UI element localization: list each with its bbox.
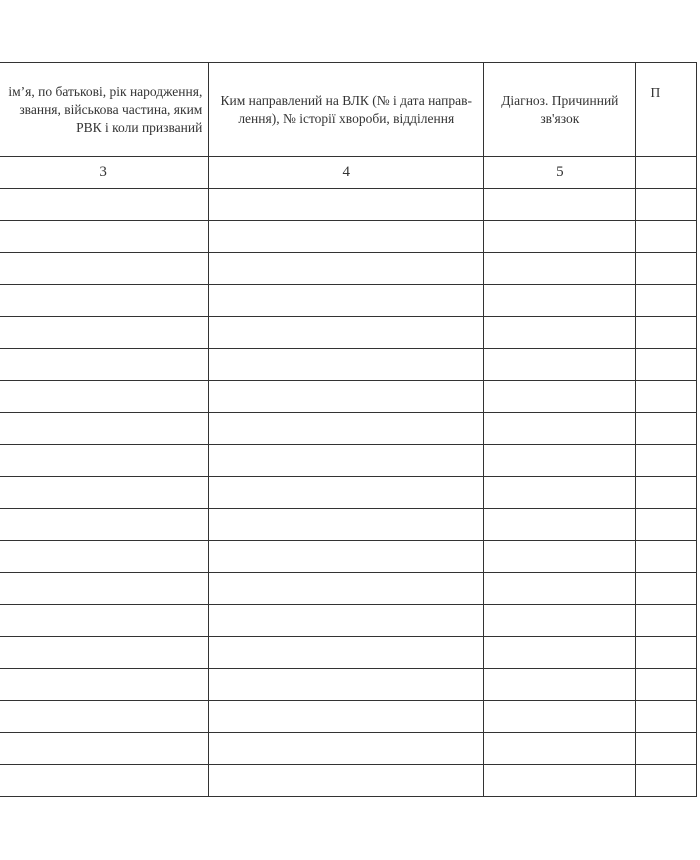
column-number-5: 5 xyxy=(484,157,636,189)
table-cell[interactable] xyxy=(209,637,484,669)
table-cell[interactable] xyxy=(0,637,209,669)
table-cell[interactable] xyxy=(636,413,697,445)
table-cell[interactable] xyxy=(636,637,697,669)
table-cell[interactable] xyxy=(0,189,209,221)
table-cell[interactable] xyxy=(0,221,209,253)
table-row xyxy=(0,317,697,349)
table-cell[interactable] xyxy=(636,733,697,765)
table-row xyxy=(0,637,697,669)
table-cell[interactable] xyxy=(484,445,636,477)
column-header-3-line-1: ім’я, по батькові, рік народження, xyxy=(8,83,203,99)
table-cell[interactable] xyxy=(0,541,209,573)
table-cell[interactable] xyxy=(484,701,636,733)
column-header-3 xyxy=(0,63,209,157)
table-cell[interactable] xyxy=(209,733,484,765)
table-cell[interactable] xyxy=(0,381,209,413)
table-row xyxy=(0,285,697,317)
table-row xyxy=(0,189,697,221)
table-cell[interactable] xyxy=(0,317,209,349)
table-cell[interactable] xyxy=(209,669,484,701)
table-cell[interactable] xyxy=(0,477,209,509)
column-header-4-line-2: лення), № історії хвороби, відділення xyxy=(238,110,455,126)
table-cell[interactable] xyxy=(209,317,484,349)
table-cell[interactable] xyxy=(636,605,697,637)
column-header-5-line-1: Діагноз. Причинний xyxy=(501,92,619,108)
table-cell[interactable] xyxy=(209,701,484,733)
table-cell[interactable] xyxy=(636,349,697,381)
table-cell[interactable] xyxy=(636,765,697,797)
column-number-4: 4 xyxy=(209,157,484,189)
table-cell[interactable] xyxy=(636,221,697,253)
table-cell[interactable] xyxy=(209,605,484,637)
column-number-row xyxy=(0,157,697,189)
table-cell[interactable] xyxy=(636,701,697,733)
table-cell[interactable] xyxy=(484,285,636,317)
table-cell[interactable] xyxy=(484,573,636,605)
table-cell[interactable] xyxy=(484,541,636,573)
table-cell[interactable] xyxy=(636,669,697,701)
column-header-6-line-1: П xyxy=(650,85,661,100)
column-number-6 xyxy=(636,157,697,189)
table-row xyxy=(0,253,697,285)
table-cell[interactable] xyxy=(0,701,209,733)
table-cell[interactable] xyxy=(484,605,636,637)
column-header-6 xyxy=(636,63,697,157)
table-cell[interactable] xyxy=(0,605,209,637)
table-row xyxy=(0,381,697,413)
column-number-3: 3 xyxy=(0,157,209,189)
table-cell[interactable] xyxy=(636,317,697,349)
table-row xyxy=(0,701,697,733)
column-header-3-line-3: РВК і коли призваний xyxy=(76,119,203,135)
register-table xyxy=(0,62,697,797)
table-cell[interactable] xyxy=(484,509,636,541)
table-cell[interactable] xyxy=(0,349,209,381)
table-cell[interactable] xyxy=(0,733,209,765)
table-cell[interactable] xyxy=(636,541,697,573)
table-cell[interactable] xyxy=(209,573,484,605)
table-cell[interactable] xyxy=(209,285,484,317)
table-cell[interactable] xyxy=(484,413,636,445)
table-cell[interactable] xyxy=(209,509,484,541)
table-row xyxy=(0,445,697,477)
table-row xyxy=(0,413,697,445)
table-cell[interactable] xyxy=(484,189,636,221)
column-header-4 xyxy=(209,63,484,157)
table-cell[interactable] xyxy=(0,669,209,701)
table-row xyxy=(0,765,697,797)
table-cell[interactable] xyxy=(636,477,697,509)
table-row xyxy=(0,509,697,541)
table-cell[interactable] xyxy=(484,317,636,349)
column-header-4-line-1: Ким направлений на ВЛК (№ і дата направ- xyxy=(220,92,472,108)
table-cell[interactable] xyxy=(0,285,209,317)
table-cell[interactable] xyxy=(636,285,697,317)
table-cell[interactable] xyxy=(209,349,484,381)
table-cell[interactable] xyxy=(209,541,484,573)
table-cell[interactable] xyxy=(484,637,636,669)
table-cell[interactable] xyxy=(209,221,484,253)
table-cell[interactable] xyxy=(0,445,209,477)
table-cell[interactable] xyxy=(636,445,697,477)
table-row xyxy=(0,605,697,637)
table-cell[interactable] xyxy=(636,189,697,221)
table-cell[interactable] xyxy=(484,349,636,381)
header-row xyxy=(0,63,697,157)
table-row xyxy=(0,221,697,253)
table-row xyxy=(0,573,697,605)
table-cell[interactable] xyxy=(209,381,484,413)
table-cell[interactable] xyxy=(209,189,484,221)
table-cell[interactable] xyxy=(0,413,209,445)
table-cell[interactable] xyxy=(636,253,697,285)
column-header-5-line-2: зв'язок xyxy=(540,110,580,126)
table-cell[interactable] xyxy=(209,445,484,477)
table-row xyxy=(0,669,697,701)
table-cell[interactable] xyxy=(484,733,636,765)
table-cell[interactable] xyxy=(484,381,636,413)
table-cell[interactable] xyxy=(0,573,209,605)
table-cell[interactable] xyxy=(209,765,484,797)
table-row xyxy=(0,349,697,381)
table-cell[interactable] xyxy=(484,253,636,285)
table-cell[interactable] xyxy=(636,573,697,605)
table-cell[interactable] xyxy=(484,221,636,253)
table-cell[interactable] xyxy=(209,477,484,509)
table-cell[interactable] xyxy=(0,253,209,285)
column-header-5 xyxy=(484,63,636,157)
table-row xyxy=(0,541,697,573)
table-cell[interactable] xyxy=(0,509,209,541)
table-cell[interactable] xyxy=(0,765,209,797)
table-cell[interactable] xyxy=(636,509,697,541)
table-cell[interactable] xyxy=(484,669,636,701)
table-row xyxy=(0,477,697,509)
column-header-3-line-2: звання, військова частина, яким xyxy=(19,101,203,117)
table-cell[interactable] xyxy=(484,765,636,797)
table-row xyxy=(0,733,697,765)
table-cell[interactable] xyxy=(209,413,484,445)
table-cell[interactable] xyxy=(636,381,697,413)
table-cell[interactable] xyxy=(484,477,636,509)
table-cell[interactable] xyxy=(209,253,484,285)
